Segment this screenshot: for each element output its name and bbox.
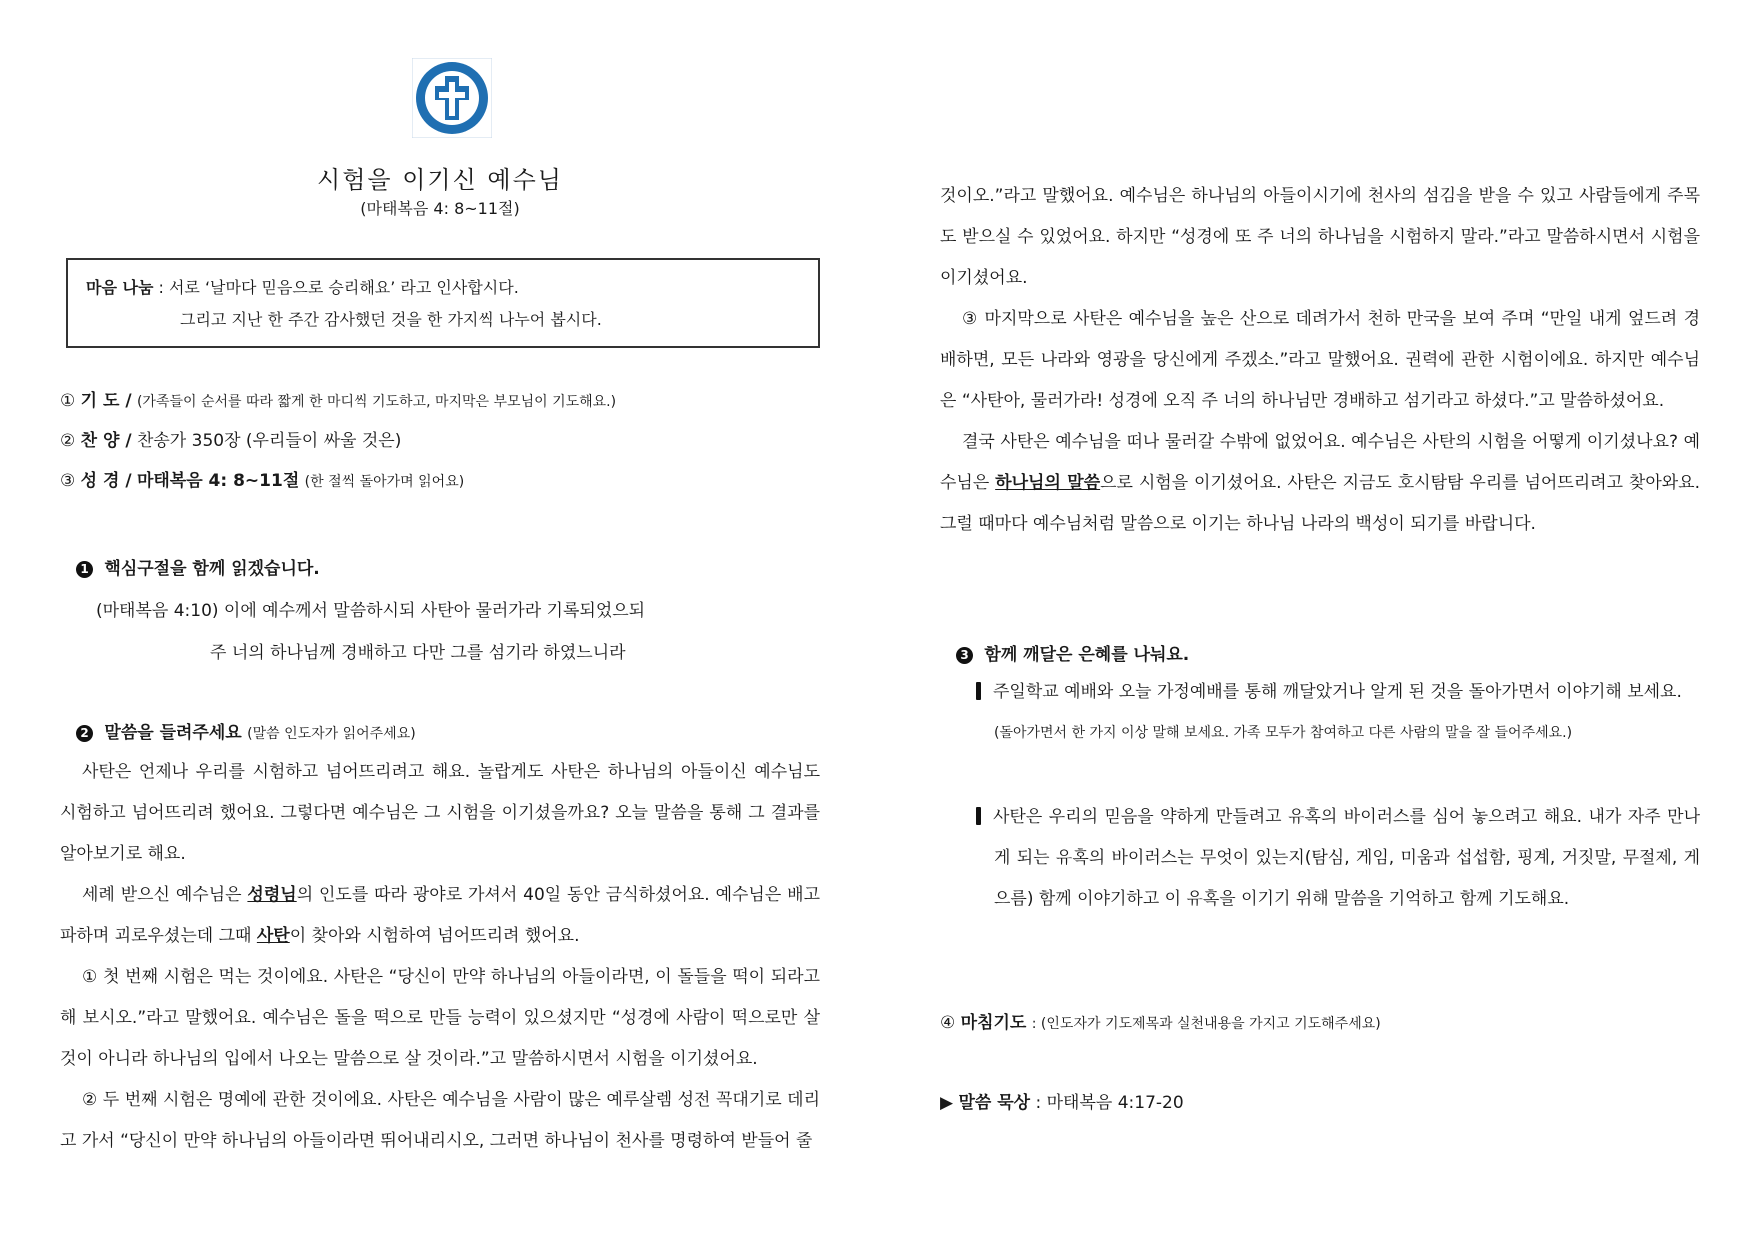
section3-number: 3	[956, 647, 973, 664]
closing-prayer	[940, 1008, 1381, 1033]
key-verse-line-1: (마태복음 4:10) 이에 예수께서 말씀하시되 사탄아 물러가라 기록되었으되	[96, 601, 646, 621]
share-label: 마음 나눔	[86, 278, 154, 297]
prayer-label: 기 도 /	[80, 391, 132, 411]
section1-heading	[76, 554, 320, 579]
share-line-1	[86, 272, 800, 304]
word-meditation	[940, 1088, 1184, 1113]
sermon-paragraph-2	[60, 875, 820, 957]
word-of-god-underline: 하나님의 말씀	[995, 473, 1101, 493]
church-logo-icon	[412, 58, 492, 138]
bible-text: 마태복음 4: 8~11절	[136, 471, 300, 491]
p2-text-a: 세례 받으신 예수님은	[82, 885, 248, 905]
key-verse-line-2: 주 너의 하나님께 경배하고 다만 그를 섬기라 하였느니라	[210, 643, 626, 663]
order-prayer	[60, 386, 616, 411]
hymn-text: 찬송가 350장 (우리들이 싸울 것은)	[136, 431, 402, 451]
page-title: 시험을 이기신 예수님	[317, 166, 563, 194]
section1-title: 핵심구절을 함께 읽겠습니다.	[104, 559, 320, 579]
question-1	[976, 672, 1700, 754]
bible-number: ③	[60, 471, 76, 491]
sermon-paragraph-3: ① 첫 번째 시험은 먹는 것이에요. 사탄은 “당신이 만약 하나님의 아들이라면, 이 돌들을 떡이 되라고 해 보시오.”라고 말했어요. 예수님은 돌을 떡으로 만들 능력이 있으셨지만 “성경에 사람이 떡으로만 살 것이 아니라 하나님의 입에서 나오는 말씀으로 살 것이라.”고 말씀하시면서 시험을 이기셨어요.	[60, 967, 820, 1069]
p2-text-c: 이 찾아와 시험하여 넘어뜨리려 했어요.	[289, 926, 580, 946]
section2-number: 2	[76, 725, 93, 742]
section1-number: 1	[76, 561, 93, 578]
bible-label: 성 경 /	[80, 471, 132, 491]
sermon-paragraph-6: ③ 마지막으로 사탄은 예수님을 높은 산으로 데려가서 천하 만국을 보여 주며 “만일 내게 엎드려 경배하면, 모든 나라와 영광을 당신에게 주겠소.”라고 말했어요. 권력에 관한 시험이에요. 하지만 예수님은 “사탄아, 물러가라! 성경에 오직 주 너의 하나님만 경배하고 섬기라고 하셨다.”고 말씀하셨어요.	[940, 309, 1700, 411]
holy-spirit-underline: 성령님	[247, 885, 297, 905]
question-2-marker-icon	[976, 807, 981, 825]
heart-sharing-box	[66, 258, 820, 348]
meditation-text: : 마태복음 4:17-20	[1035, 1093, 1184, 1113]
sermon-paragraph-4: ② 두 번째 시험은 명예에 관한 것이에요. 사탄은 예수님을 사람이 많은 예루살렘 성전 꼭대기로 데리고 가서 “당신이 만약 하나님의 아들이라면 뛰어내리시오, 그러면 하나님이 천사를 명령하여 받들어 줄	[60, 1090, 820, 1151]
sermon-paragraph-1: 사탄은 언제나 우리를 시험하고 넘어뜨리려고 해요. 놀랍게도 사탄은 하나님의 아들이신 예수님도 시험하고 넘어뜨리려 했어요. 그렇다면 예수님은 그 시험을 이기셨을까요? 오늘 말씀을 통해 그 결과를 알아보기로 해요.	[60, 762, 820, 864]
bible-note: (한 절씩 돌아가며 읽어요)	[304, 474, 465, 490]
sermon-left	[60, 752, 820, 1162]
question-1-text-row	[976, 672, 1700, 713]
prayer-number: ①	[60, 391, 76, 411]
section2-note: (말씀 인도자가 읽어주세요)	[247, 726, 416, 742]
right-column	[940, 0, 1700, 1241]
page-subtitle: (마태복음 4: 8~11절)	[360, 199, 520, 218]
question-1-text: 주일학교 예배와 오늘 가정예배를 통해 깨달았거나 알게 된 것을 돌아가면서 이야기해 보세요.	[993, 682, 1682, 702]
section2-heading	[76, 718, 416, 743]
satan-underline: 사탄	[256, 926, 290, 946]
left-column	[60, 0, 820, 1241]
r3-text-a: 결국 사탄은 예수님을 떠나 물러갈 수밖에 없었어요. 예수님은 사탄의 시험을 어떻게 이기셨나요? 예수님은	[940, 432, 1700, 493]
question-2-text: 사탄은 우리의 믿음을 약하게 만들려고 유혹의 바이러스를 심어 놓으려고 해요. 내가 자주 만나게 되는 유혹의 바이러스는 무엇이 있는지(탐심, 게임, 미움과 섭섭함, 핑계, 거짓말, 무절제, 게으름) 함께 이야기하고 이 유혹을 이기기 위해 말씀을 기억하고 함께 기도해요.	[993, 807, 1700, 909]
sermon-paragraph-5: 것이오.”라고 말했어요. 예수님은 하나님의 아들이시기에 천사의 섬김을 받을 수 있고 사람들에게 주목도 받으실 수 있었어요. 하지만 “성경에 또 주 너의 하나님을 시험하지 말라.”라고 말씀하시면서 시험을 이기셨어요.	[940, 186, 1700, 288]
section3-heading	[956, 640, 1189, 665]
closing-number: ④	[940, 1013, 956, 1033]
meditation-marker-icon: ▶	[940, 1093, 954, 1113]
order-bible	[60, 466, 464, 491]
sermon-right	[940, 176, 1700, 545]
question-1-marker-icon	[976, 682, 981, 700]
share-text-1: : 서로 ‘날마다 믿음으로 승리해요’ 라고 인사합시다.	[158, 278, 519, 297]
hymn-label: 찬 양 /	[80, 431, 132, 451]
r3-text-b: 으로 시험을 이기셨어요. 사탄은 지금도 호시탐탐 우리를 넘어뜨리려고 찾아와요. 그럴 때마다 예수님처럼 말씀으로 이기는 하나님 나라의 백성이 되기를 바랍니다.	[940, 473, 1701, 534]
meditation-label: 말씀 묵상	[958, 1093, 1031, 1113]
closing-label: 마침기도	[960, 1013, 1027, 1033]
closing-note: : (인도자가 기도제목과 실천내용을 가지고 기도해주세요)	[1031, 1016, 1381, 1032]
question-2	[976, 797, 1700, 920]
order-hymn	[60, 426, 401, 451]
question-2-text-row	[976, 797, 1700, 920]
section3-title: 함께 깨달은 은혜를 나눠요.	[984, 645, 1190, 665]
prayer-note: (가족들이 순서를 따라 짧게 한 마디씩 기도하고, 마지막은 부모님이 기도해요.)	[136, 394, 617, 410]
share-text-2: 그리고 지난 한 주간 감사했던 것을 한 가지씩 나누어 봅시다.	[180, 310, 602, 329]
section2-title: 말씀을 들려주세요	[104, 723, 242, 743]
question-1-note: (돌아가면서 한 가지 이상 말해 보세요. 가족 모두가 참여하고 다른 사람의 말을 잘 들어주세요.)	[994, 725, 1573, 741]
hymn-number: ②	[60, 431, 76, 451]
p2-text-b: 의 인도를 따라 광야로 가셔서 40일 동안 금식하셨어요. 예수님은 배고파하며 괴로우셨는데 그때	[60, 885, 820, 946]
sermon-paragraph-7	[940, 422, 1700, 545]
